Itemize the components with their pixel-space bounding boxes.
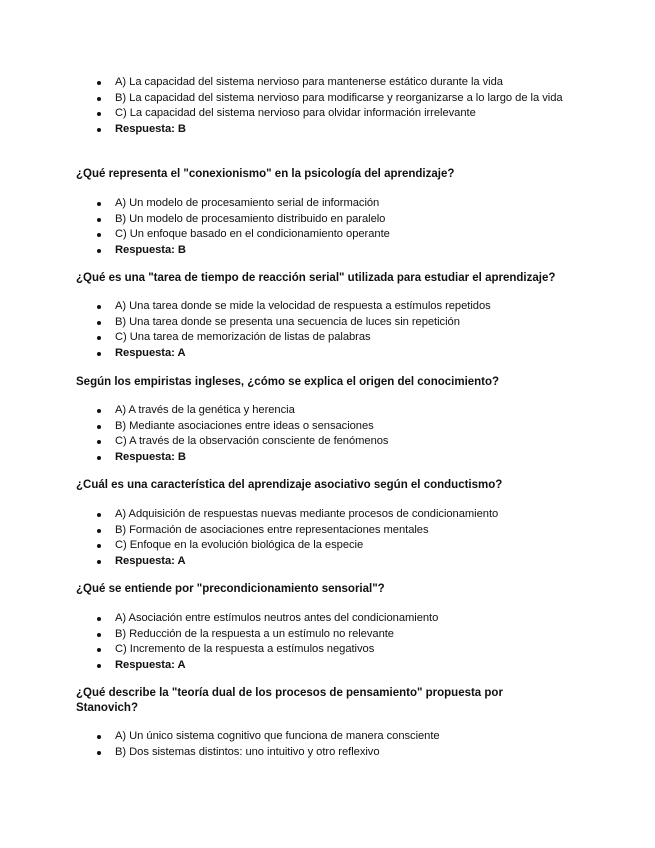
bullet-icon <box>95 122 105 138</box>
option-item <box>0 434 655 450</box>
bullet-icon <box>95 642 105 658</box>
bullet-icon <box>95 554 105 570</box>
option-item <box>0 196 655 212</box>
bullet-icon <box>95 91 105 107</box>
option-item <box>0 627 655 643</box>
answer-item <box>0 554 655 570</box>
option-item <box>0 538 655 554</box>
option-item <box>0 507 655 523</box>
option-text: C) La capacidad del sistema nervioso para olvidar información irrelevante <box>115 107 476 120</box>
question-heading: Según los empiristas ingleses, ¿cómo se explica el origen del conocimiento? <box>76 376 500 388</box>
bullet-icon <box>95 538 105 554</box>
option-text: A) A través de la genética y herencia <box>115 404 295 416</box>
option-text: C) Enfoque en la evolución biológica de la especie <box>115 539 364 552</box>
answer-text: Respuesta: A <box>115 554 186 567</box>
answer-text: Respuesta: B <box>115 450 186 463</box>
option-text: B) Un modelo de procesamiento distribuido en paralelo <box>115 212 386 225</box>
answer-text: Respuesta: A <box>115 658 186 671</box>
option-text: A) Una tarea donde se mide la velocidad de respuesta a estímulos repetidos <box>115 300 491 312</box>
option-text: B) Una tarea donde se presenta una secuencia de luces sin repetición <box>115 315 460 328</box>
option-text: C) A través de la observación consciente de fenómenos <box>115 435 389 448</box>
option-text: B) Formación de asociaciones entre representaciones mentales <box>115 523 429 536</box>
question-heading: ¿Qué es una "tarea de tiempo de reacción serial" utilizada para estudiar el aprendizaje? <box>76 272 556 284</box>
bullet-icon <box>95 507 105 523</box>
question-heading: ¿Qué representa el "conexionismo" en la psicología del aprendizaje? <box>76 168 455 180</box>
option-item <box>0 106 655 122</box>
option-list <box>0 729 655 760</box>
option-item <box>0 330 655 346</box>
option-text: C) Un enfoque basado en el condicionamiento operante <box>115 228 390 241</box>
lead-option-list <box>0 75 655 137</box>
option-text: A) La capacidad del sistema nervioso para mantenerse estático durante la vida <box>115 76 503 88</box>
option-item <box>0 745 655 761</box>
option-item <box>0 642 655 658</box>
bullet-icon <box>95 75 105 91</box>
bullet-icon <box>95 611 105 627</box>
option-text: B) Reducción de la respuesta a un estímulo no relevante <box>115 627 394 640</box>
bullet-icon <box>95 196 105 212</box>
bullet-icon <box>95 658 105 674</box>
option-item <box>0 212 655 228</box>
bullet-icon <box>95 627 105 643</box>
option-list <box>0 196 655 258</box>
answer-text: Respuesta: B <box>115 122 186 135</box>
option-list <box>0 403 655 465</box>
answer-item <box>0 122 655 138</box>
bullet-icon <box>95 243 105 259</box>
option-item <box>0 419 655 435</box>
option-text: C) Una tarea de memorización de listas de palabras <box>115 331 371 344</box>
option-list <box>0 507 655 569</box>
bullet-icon <box>95 523 105 539</box>
bullet-icon <box>95 434 105 450</box>
option-item <box>0 299 655 315</box>
bullet-icon <box>95 729 105 745</box>
bullet-icon <box>95 315 105 331</box>
option-item <box>0 227 655 243</box>
bullet-icon <box>95 403 105 419</box>
option-text: A) Adquisición de respuestas nuevas mediante procesos de condicionamiento <box>115 508 499 520</box>
answer-text: Respuesta: A <box>115 346 186 359</box>
question-heading: ¿Cuál es una característica del aprendizaje asociativo según el conductismo? <box>76 479 503 491</box>
bullet-icon <box>95 227 105 243</box>
option-text: A) Un único sistema cognitivo que funciona de manera consciente <box>115 730 440 742</box>
option-item <box>0 611 655 627</box>
option-text: A) Asociación entre estímulos neutros antes del condicionamiento <box>115 612 439 624</box>
bullet-icon <box>95 419 105 435</box>
question-heading: ¿Qué describe la "teoría dual de los procesos de pensamiento" propuesta por Stanovich? <box>76 687 503 714</box>
option-item <box>0 91 655 107</box>
bullet-icon <box>95 330 105 346</box>
bullet-icon <box>95 745 105 761</box>
option-item <box>0 75 655 91</box>
answer-item <box>0 658 655 674</box>
option-text: B) Dos sistemas distintos: uno intuitivo y otro reflexivo <box>115 745 380 758</box>
option-item <box>0 403 655 419</box>
bullet-icon <box>95 212 105 228</box>
option-item <box>0 729 655 745</box>
option-item <box>0 315 655 331</box>
answer-item <box>0 450 655 466</box>
answer-item <box>0 243 655 259</box>
bullet-icon <box>95 299 105 315</box>
answer-item <box>0 346 655 362</box>
question-heading: ¿Qué se entiende por "precondicionamiento sensorial"? <box>76 583 385 595</box>
bullet-icon <box>95 450 105 466</box>
option-item <box>0 523 655 539</box>
option-list <box>0 611 655 673</box>
option-text: B) Mediante asociaciones entre ideas o sensaciones <box>115 419 374 432</box>
bullet-icon <box>95 346 105 362</box>
bullet-icon <box>95 106 105 122</box>
option-text: C) Incremento de la respuesta a estímulos negativos <box>115 643 375 656</box>
option-text: B) La capacidad del sistema nervioso para modificarse y reorganizarse a lo largo de la vida <box>115 91 563 104</box>
option-list <box>0 299 655 361</box>
answer-text: Respuesta: B <box>115 243 186 256</box>
option-text: A) Un modelo de procesamiento serial de información <box>115 197 380 209</box>
